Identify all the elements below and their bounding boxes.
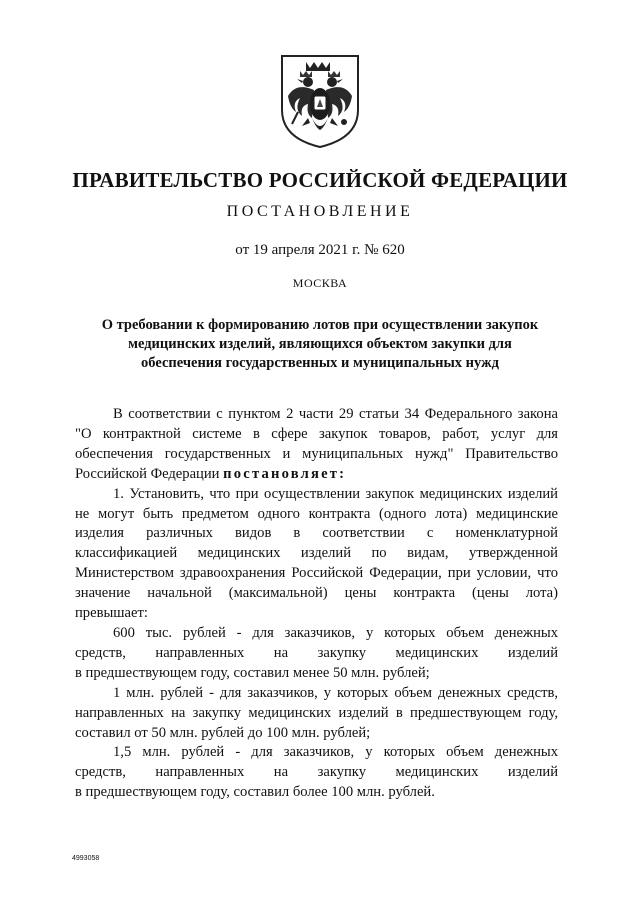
- text-line: "О контрактной системе в сфере закупок товаров, работ, услуг для: [75, 425, 558, 442]
- text-line: в предшествующем году, составил менее 50 млн. рублей;: [75, 664, 430, 681]
- text-line: значение начальной (максимальной) цены контракта (цены лота): [75, 585, 558, 602]
- decree-word: постановляет:: [223, 465, 347, 482]
- text-line: Министерством здравоохранения Российской Федерации, при условии, что: [75, 565, 558, 582]
- heading-line: О требовании к формированию лотов при осуществлении закупок: [101, 317, 539, 333]
- text-fragment: Российской Федерации: [75, 465, 220, 482]
- document-date-number: от 19 апреля 2021 г. № 620: [235, 242, 405, 258]
- text-line: 1. Установить, что при осуществлении закупок медицинских изделий: [113, 485, 558, 502]
- preamble-paragraph: [75, 405, 558, 485]
- document-body: [75, 405, 558, 803]
- coat-of-arms-icon: [278, 52, 362, 150]
- heading-line: медицинских изделий, являющихся объектом закупки для: [128, 336, 512, 352]
- government-title: ПРАВИТЕЛЬСТВО РОССИЙСКОЙ ФЕДЕРАЦИИ: [72, 168, 568, 192]
- heading-line: обеспечения государственных и муниципальных нужд: [141, 355, 499, 371]
- text-line: средств, направленных на закупку медицинских изделий: [75, 644, 558, 661]
- threshold-paragraph: [75, 684, 558, 744]
- document-heading: [80, 316, 560, 373]
- text-line: изделия различных видов в соответствии с номенклатурной: [75, 525, 558, 542]
- text-line: [75, 465, 558, 485]
- document-type: ПОСТАНОВЛЕНИЕ: [226, 203, 414, 220]
- clause-paragraph: [75, 485, 558, 624]
- document-city: МОСКВА: [292, 276, 348, 290]
- threshold-paragraph: [75, 624, 558, 684]
- threshold-paragraph: [75, 743, 558, 803]
- text-line: 1,5 млн. рублей - для заказчиков, у которых объем денежных: [113, 744, 558, 761]
- text-line: 600 тыс. рублей - для заказчиков, у которых объем денежных: [113, 624, 558, 641]
- text-line: превышает:: [75, 605, 148, 622]
- text-line: средств, направленных на закупку медицинских изделий: [75, 764, 558, 781]
- text-line: не могут быть предметом одного контракта (одного лота) медицинские: [75, 505, 558, 522]
- text-line: в предшествующем году, составил более 100 млн. рублей.: [75, 784, 435, 801]
- text-line: направленных на закупку медицинских изделий в предшествующем году,: [75, 704, 558, 721]
- document-code: 4993058: [72, 855, 100, 862]
- text-line: В соответствии с пунктом 2 части 29 статьи 34 Федерального закона: [113, 406, 558, 422]
- text-line: классификацией медицинских изделий по видам, утвержденной: [75, 545, 558, 562]
- text-line: 1 млн. рублей - для заказчиков, у которых объем денежных средств,: [113, 684, 558, 701]
- text-line: обеспечения государственных и муниципальных нужд" Правительство: [75, 445, 558, 462]
- text-line: составил от 50 млн. рублей до 100 млн. рублей;: [75, 724, 371, 741]
